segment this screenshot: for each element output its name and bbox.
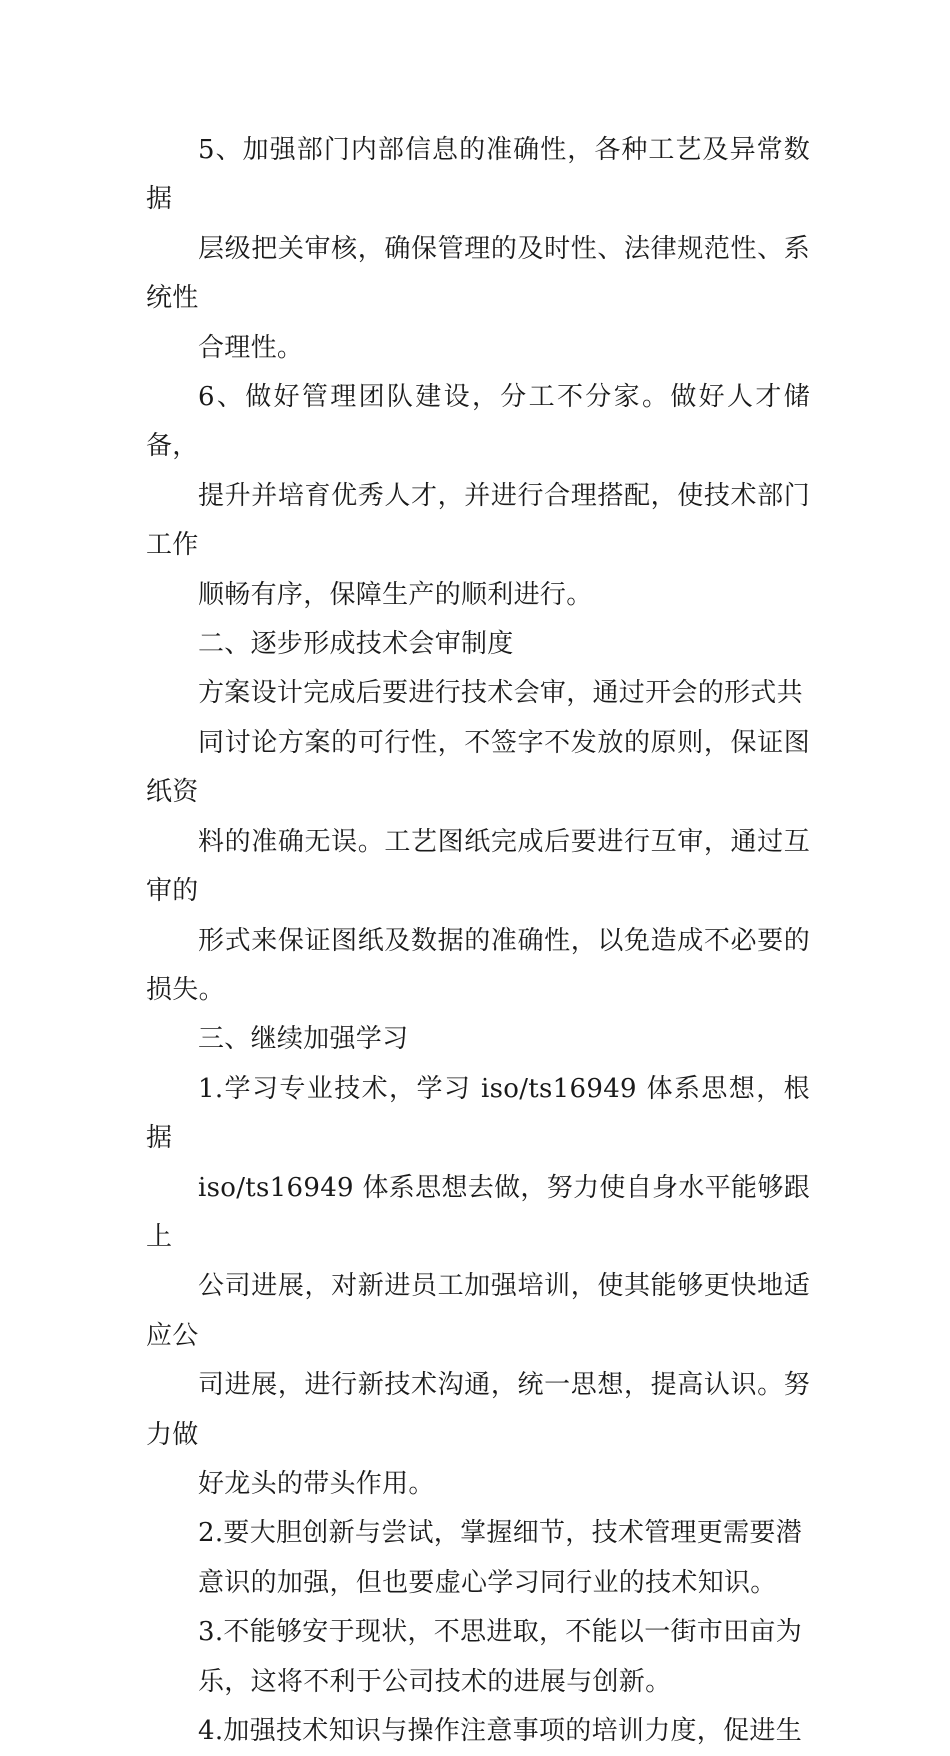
text-line: 乐，这将不利于公司技术的进展与创新。 [198,1666,672,1697]
text-line: 意识的加强，但也要虚心学习同行业的技术知识。 [198,1567,777,1598]
paragraph-learning-item-4 [146,1707,810,1756]
paragraph-technical-review [146,669,810,1015]
text-line: 3.不能够安于现状，不思进取，不能以一街市田亩为 [198,1617,803,1648]
paragraph-learning-item-1 [146,1065,810,1164]
text-line: 顺畅有序，保障生产的顺利进行。 [198,579,593,610]
text-line: 司进展，进行新技术沟通，统一思想，提高认识。努力做 [146,1370,810,1450]
text-line: 方案设计完成后要进行技术会审，通过开会的形式共 [198,678,803,709]
text-line: 形式来保证图纸及数据的准确性，以免造成不必要的损失。 [146,925,810,1005]
paragraph-learning-item-1-continued [146,1164,810,1510]
text-line: 料的准确无误。工艺图纸完成后要进行互审，通过互审的 [146,826,810,907]
text-line: 层级把关审核，确保管理的及时性、法律规范性、系统性 [146,233,810,314]
text-line: 提升并培育优秀人才，并进行合理搭配，使技术部门工作 [146,480,810,561]
heading-text: 三、继续加强学习 [198,1024,409,1055]
paragraph-item-5 [146,126,810,373]
text-line: 公司进展，对新进员工加强培训，使其能够更快地适应公 [146,1271,810,1351]
heading-text: 二、逐步形成技术会审制度 [198,629,514,660]
text-line: 6、做好管理团队建设，分工不分家。做好人才储备， [146,382,810,462]
text-line: 4.加强技术知识与操作注意事项的培训力度，促进生 [198,1716,803,1746]
section-heading-continue-learning [146,1015,810,1064]
text-line: 1.学习专业技术，学习 iso/ts16949 体系思想，根据 [146,1073,810,1154]
text-line: 好龙头的带头作用。 [198,1468,435,1499]
paragraph-learning-item-2 [146,1509,810,1608]
document-body [146,126,810,1756]
paragraph-learning-item-3 [146,1608,810,1707]
text-line: 合理性。 [198,332,304,363]
text-line: 同讨论方案的可行性，不签字不发放的原则，保证图纸资 [146,727,810,808]
text-line: iso/ts16949 体系思想去做，努力使自身水平能够跟上 [146,1172,810,1252]
section-heading-technical-review [146,620,810,669]
text-line: 5、加强部门内部信息的准确性，各种工艺及异常数据 [146,135,810,215]
text-line: 2.要大胆创新与尝试，掌握细节，技术管理更需要潜 [198,1518,803,1549]
paragraph-item-6 [146,373,810,620]
